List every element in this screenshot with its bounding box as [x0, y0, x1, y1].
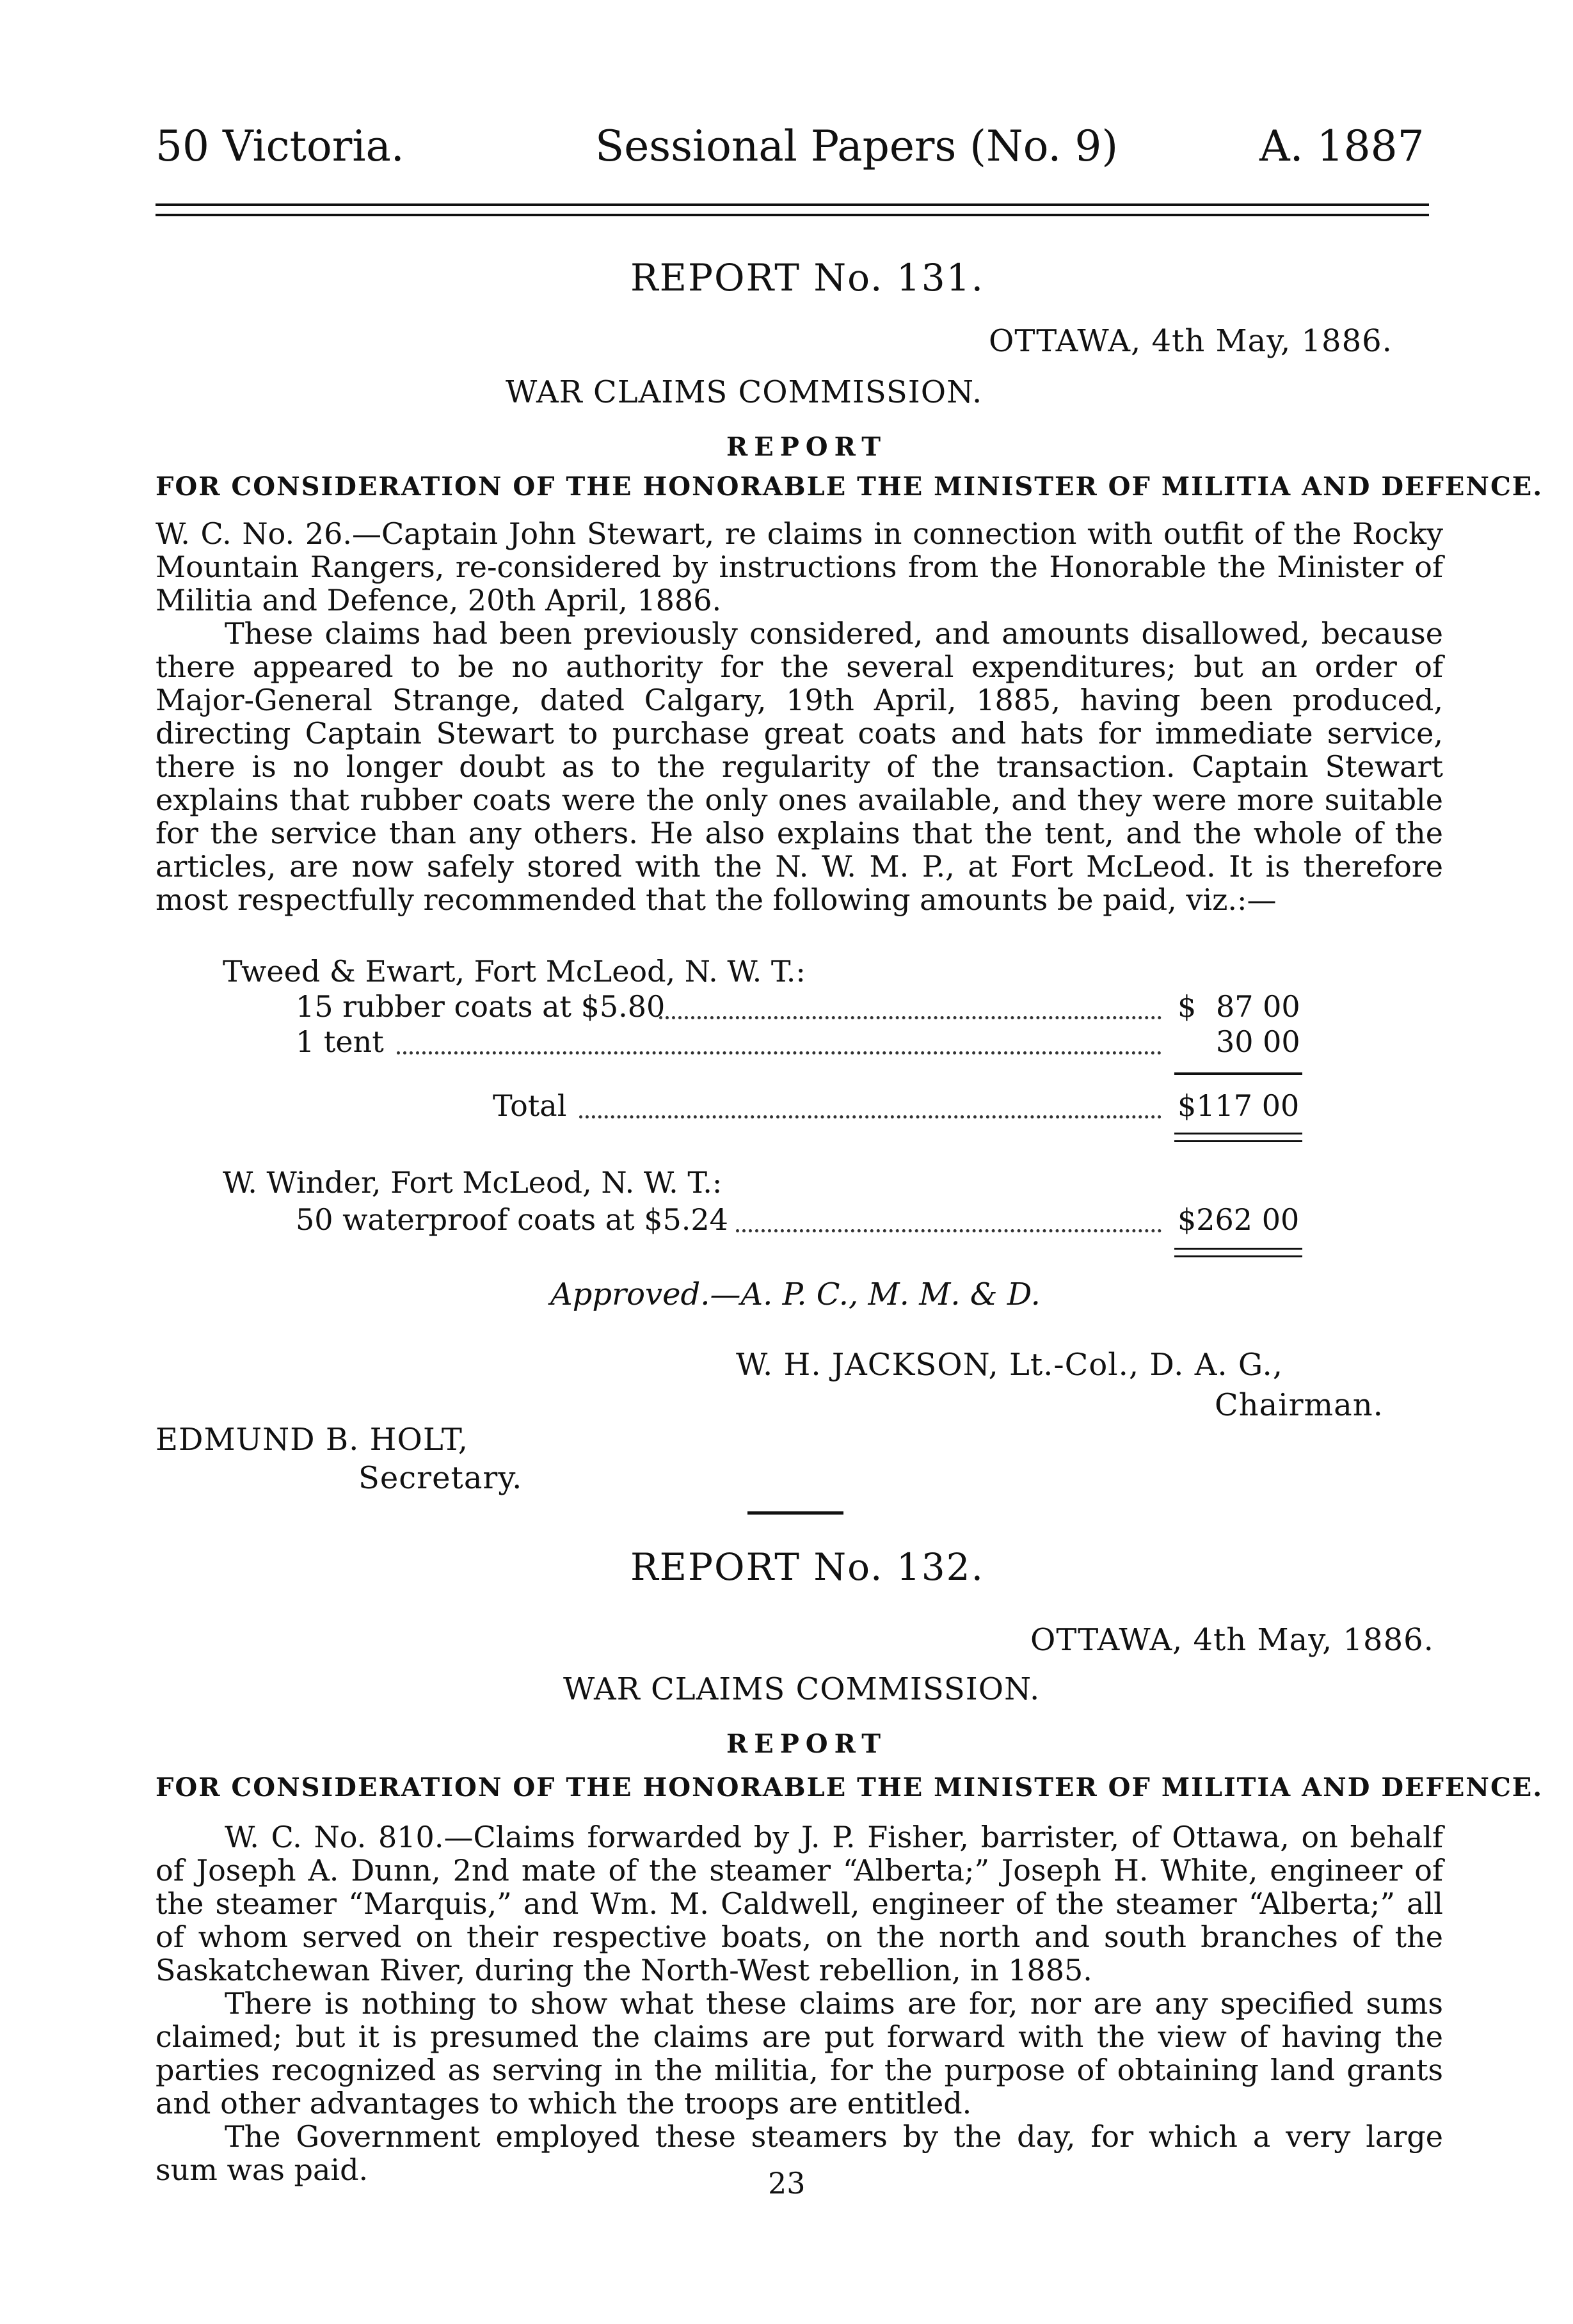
- claim-1-item-desc: 1 tent: [296, 1024, 384, 1059]
- claim-2-payee: W. Winder, Fort McLeod, N. W. T.:: [223, 1165, 723, 1200]
- leader-dots: [579, 1115, 1162, 1118]
- claim-2-item-desc: 50 waterproof coats at $5.24: [296, 1202, 728, 1237]
- report-132-label: REPORT: [726, 1729, 887, 1759]
- total-rule-bottom: [1174, 1255, 1302, 1257]
- report-131-body: [156, 517, 1443, 916]
- leader-dots: [736, 1229, 1162, 1232]
- subtotal-rule: [1174, 1072, 1302, 1075]
- approval-line: Approved.—A. P. C., M. M. & D.: [550, 1277, 1041, 1312]
- total-rule-top: [1174, 1133, 1302, 1134]
- claim-1-item-amount: 30 00: [1216, 1024, 1300, 1059]
- secretary-name: EDMUND B. HOLT,: [156, 1422, 469, 1458]
- report-132-place-date: OTTAWA, 4th May, 1886.: [1030, 1622, 1434, 1658]
- leader-dots: [397, 1051, 1162, 1055]
- total-rule-top: [1174, 1248, 1302, 1250]
- chairman-name: W. H. JACKSON, Lt.-Col., D. A. G.,: [736, 1347, 1284, 1383]
- header-rule-bottom: [156, 214, 1429, 216]
- claim-1-total: $117 00: [1178, 1088, 1300, 1123]
- claim-1-item-amount: 87 00: [1216, 989, 1300, 1024]
- report-132-body: [156, 1820, 1443, 2186]
- total-rule-bottom: [1174, 1140, 1302, 1142]
- page-number: 23: [768, 2166, 806, 2201]
- report-132-commission: WAR CLAIMS COMMISSION.: [563, 1671, 1041, 1707]
- header-session: 50 Victoria.: [156, 122, 404, 171]
- report-131-label: REPORT: [726, 432, 887, 462]
- leader-dots: [659, 1016, 1162, 1019]
- report-131-paragraph: W. C. No. 26.—Captain John Stewart, re claims in connection with outfit of the Rocky Mountain Rangers, re-considered by instructions from the Honorable the Minister of Militia and Defence, 20th April, 1886.: [156, 516, 1443, 617]
- header-year: A. 1887: [1259, 122, 1425, 171]
- secretary-title: Secretary.: [358, 1460, 523, 1496]
- chairman-title: Chairman.: [1215, 1387, 1384, 1423]
- report-132-paragraph: There is nothing to show what these claims are for, nor are any specified sums claimed; but it is presumed the claims are put forward with the view of having the parties recognized as serving in the militia, for the purpose of obtaining land grants and other advantages to which the troops are entitled.: [156, 1986, 1443, 2121]
- section-divider: [747, 1511, 843, 1515]
- report-131-consideration: FOR CONSIDERATION OF THE HONORABLE THE MINISTER OF MILITIA AND DEFENCE.: [156, 472, 1544, 502]
- report-132-title: REPORT No. 132.: [630, 1545, 985, 1589]
- header-sessional-papers: Sessional Papers (No. 9): [595, 122, 1119, 171]
- report-131-paragraph: These claims had been previously considered, and amounts disallowed, because there appeared to be no authority for the several expenditures; but an order of Major-General Strange, dated Calgary, 19th April, 1885, having been produced, directing Captain Stewart to purchase great coats and hats for immediate service, there is no longer doubt as to the regularity of the transaction. Captain Stewart explains that rubber coats were the only ones available, and they were more suitable for the service than any others. He also explains that the tent, and the whole of the articles, are now safely stored with the N. W. M. P., at Fort McLeod. It is therefore most respectfully recommended that the following amounts be paid, viz.:—: [156, 616, 1443, 917]
- claim-2-item-amount: $262 00: [1178, 1202, 1300, 1237]
- header-rule-top: [156, 203, 1429, 206]
- report-132-paragraph: The Government employed these steamers by the day, for which a very large sum was paid.: [156, 2119, 1443, 2187]
- claim-1-item-currency: $: [1178, 989, 1197, 1024]
- report-131-title: REPORT No. 131.: [630, 256, 985, 299]
- report-132-consideration: FOR CONSIDERATION OF THE HONORABLE THE MINISTER OF MILITIA AND DEFENCE.: [156, 1772, 1544, 1803]
- claim-1-item-desc: 15 rubber coats at $5.80: [296, 989, 666, 1024]
- report-131-place-date: OTTAWA, 4th May, 1886.: [989, 323, 1393, 359]
- report-131-commission: WAR CLAIMS COMMISSION.: [506, 374, 983, 410]
- claim-1-payee: Tweed & Ewart, Fort McLeod, N. W. T.:: [223, 954, 806, 989]
- report-132-paragraph: W. C. No. 810.—Claims forwarded by J. P. Fisher, barrister, of Ottawa, on behalf of Joseph A. Dunn, 2nd mate of the steamer “Alberta;” Joseph H. White, engineer of the steamer “Marquis,” and Wm. M. Caldwell, engineer of the steamer “Alberta;” all of whom served on their respective boats, on the north and south branches of the Saskatchewan River, during the North-West rebellion, in 1885.: [156, 1820, 1443, 1987]
- claim-1-total-label: Total: [493, 1088, 567, 1123]
